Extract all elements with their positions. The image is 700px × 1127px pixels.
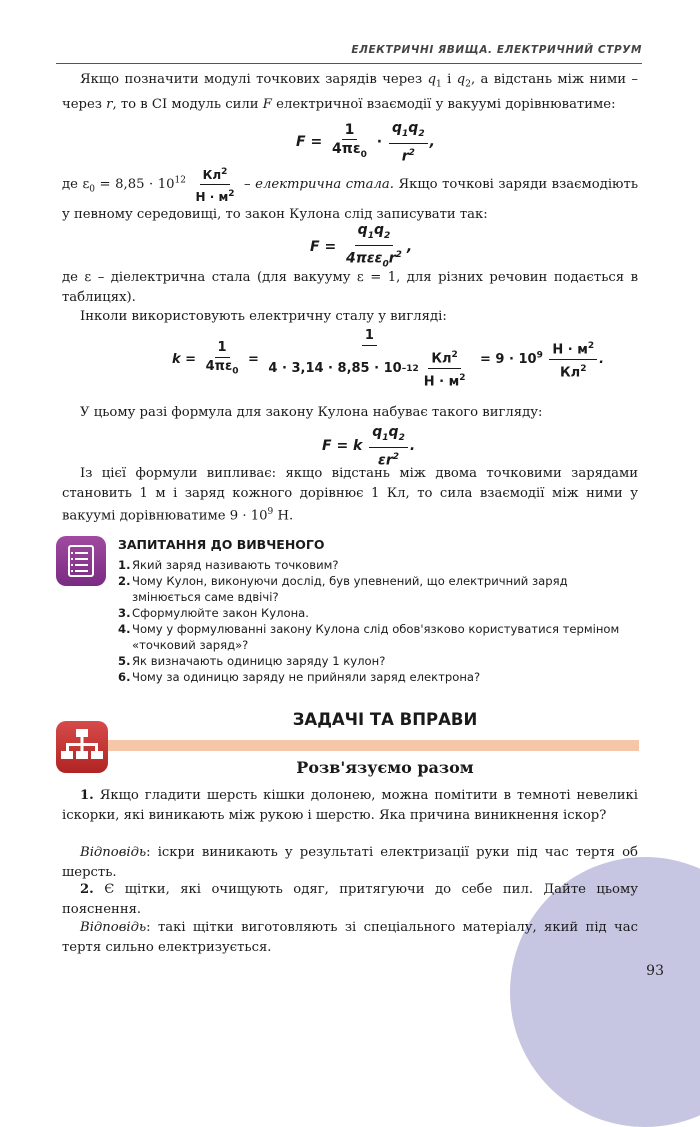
questions-list (118, 557, 638, 685)
task-2: 2. Є щітки, які очищують одяг, притягуючи до себе пил. Дайте цьому пояснення. (62, 882, 638, 917)
paragraph-intro: Якщо позначити модулі точкових зарядів через $q_1$ і $q_2$, а відстань між ними – через r, то в СІ модуль сили F електричної взаємодії у вакуумі дорівнюватиме: (62, 72, 638, 113)
paragraph-conclusion: Із цієї формули випливає: якщо відстань між двома точковими зарядами становить 1 м і заряд кожного дорівнює 1 Кл, то сила взаємодії між ними у вакуумі дорівнюватиме $9 \cdot 10^9$ Н. (62, 466, 638, 524)
page-number: 93 (646, 963, 664, 979)
questions-title: ЗАПИТАННЯ ДО ВИВЧЕНОГО (118, 537, 325, 552)
questions-icon (56, 536, 106, 586)
answer-1: Відповідь: іскри виникають у результаті електризації руки під час тертя об шерсть. (62, 845, 638, 880)
formula-coulomb-vacuum: F = $\frac{1}{4\pi\varepsilon_0}$ · $\frac{q_1q_2}{r^2}$ , (296, 120, 435, 165)
task-1: 1. Якщо гладити шерсть кішки долонею, можна помітити в темноті невеликі іскорки, які виникають між рукою і шерстю. Яка причина виникнення іскор? (62, 788, 638, 823)
tasks-header-bar (108, 740, 639, 751)
formula-coulomb-k: F = k $\frac{q_1q_2}{\varepsilon r^2}$ . (322, 424, 416, 469)
list-item: 3. Сформулюйте закон Кулона. (118, 606, 309, 620)
header-rule (56, 63, 642, 64)
running-header: ЕЛЕКТРИЧНІ ЯВИЩА. ЕЛЕКТРИЧНИЙ СТРУМ (351, 44, 642, 56)
paragraph-electric-constant: де $\varepsilon_0 = 8,85 \cdot 10^{12}$ $\frac{Кл^2}{Н \cdot м^2}$ – електрична стала. Якщо точкові заряди взаємодіють у певному середовищі, то закон Кулона слід записувати так: (62, 164, 638, 225)
tasks-title: ЗАДАЧІ ТА ВПРАВИ (292, 710, 478, 729)
formula-k-value: k = $\frac{1}{4\pi\varepsilon_0}$ = 1 4 · 3,14 · 8,85 · 10 –12 $\frac{Кл^2}{Н \cdot м^2}$ = $9 \cdot 10^9$ $\frac{Н \cdot м^2}{Кл^2}$ . (172, 328, 605, 390)
formula-coulomb-medium: F = $\frac{q_1q_2}{4\pi\varepsilon\varepsilon_0r^2}$ , (310, 222, 413, 270)
list-item: 1. Який заряд називають точковим? (118, 558, 339, 572)
list-item: 4. Чому у формулюванні закону Кулона слід обов'язково користуватися терміном «точковий заряд»? (118, 622, 620, 652)
answer-2: Відповідь: такі щітки виготовляють зі спеціального матеріалу, який під час тертя сильно електризується. (62, 920, 638, 955)
unit-fraction: $\frac{Кл^2}{Н \cdot м^2}$ (192, 164, 237, 205)
paragraph-k-intro: Інколи використовують електричну сталу у вигляді: (80, 309, 447, 324)
paragraph-dielectric: де ε – діелектрична стала (для вакууму ε = 1, для різних речовин подається в таблицях). (62, 270, 638, 305)
list-item: 6. Чому за одиницю заряду не прийняли заряд електрона? (118, 670, 481, 684)
paragraph-k-form: У цьому разі формула для закону Кулона набуває такого вигляду: (80, 405, 543, 420)
solve-together-title: Розв'язуємо разом (296, 758, 474, 777)
list-item: 5. Як визначають одиницю заряду 1 кулон? (118, 654, 386, 668)
list-item: 2. Чому Кулон, виконуючи дослід, був упевнений, що електричний заряд змінюється саме вдвічі? (118, 574, 568, 604)
